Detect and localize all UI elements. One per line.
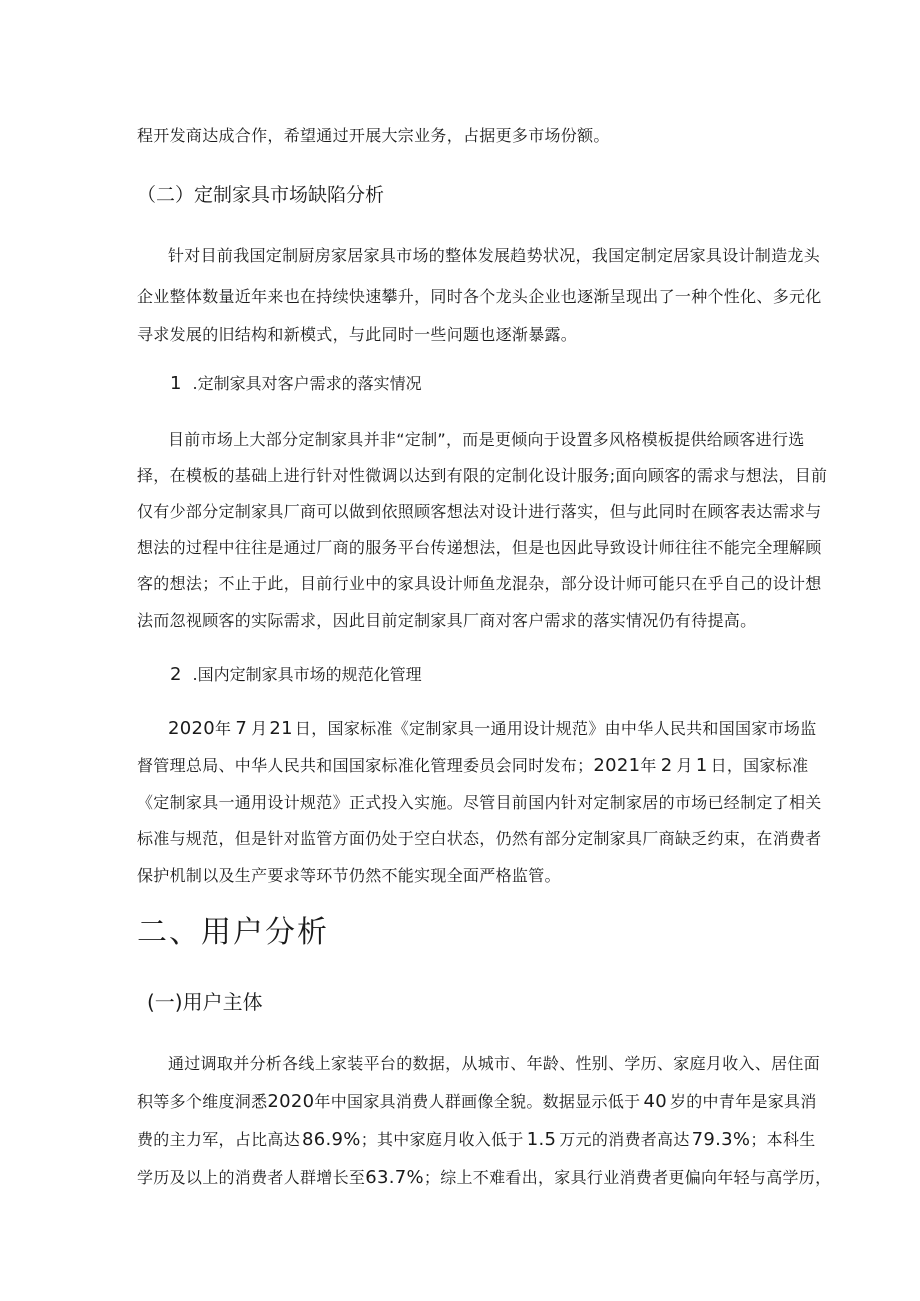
paragraph-line: 择，在模板的基础上进行针对性微调以达到有限的定制化设计服务;面向顾客的需求与想法，目前	[137, 466, 828, 485]
subsection-number: 1	[170, 373, 182, 394]
text-run: ；其中家庭月收入低于	[360, 1130, 524, 1149]
paragraph-line: 《定制家具一通用设计规范》正式投入实施。尽管目前国内针对定制家居的市场已经制定了相关	[137, 793, 822, 812]
text-run: 年	[640, 756, 657, 775]
text-run: ；本科生	[750, 1130, 816, 1149]
paragraph-line	[137, 1092, 817, 1112]
paragraph-line	[137, 1130, 816, 1150]
paragraph-line: 保护机制以及生产要求等环节仍然不能实现全面严格监管。	[137, 866, 561, 885]
paragraph-line: 通过调取并分析各线上家装平台的数据，从城市、年龄、性别、学历、家庭月收入、居住面	[168, 1054, 821, 1073]
paragraph-line: 标准与规范，但是针对监管方面仍处于空白状态，仍然有部分定制家具厂商缺乏约束，在消费者	[137, 829, 822, 848]
section-heading-user-subject: (一)用户主体	[147, 990, 263, 1014]
month-number: 2	[660, 755, 673, 776]
text-run: 费的主力军，占比高达	[137, 1130, 301, 1149]
month-number: 7	[235, 718, 248, 739]
text-run: 学历及以上的消费者人群增长至	[137, 1168, 366, 1187]
paragraph-line	[137, 756, 808, 776]
subsection-title: .定制家具对客户需求的落实情况	[192, 374, 422, 393]
text-run: ；综上不难看出，家具行业消费者更偏向年轻与高学历，	[423, 1168, 832, 1187]
day-number: 1	[695, 755, 708, 776]
paragraph-line: 针对目前我国定制厨房家居家具市场的整体发展趋势状况，我国定制定居家具设计制造龙头	[168, 246, 821, 265]
subsection-heading-1	[170, 374, 422, 394]
age-number: 40	[643, 1091, 667, 1112]
text-run: 积等多个维度洞悉	[137, 1092, 268, 1111]
paragraph-line	[168, 719, 817, 739]
paragraph-line: 法而忽视顾客的实际需求，因此目前定制家具厂商对客户需求的落实情况仍有待提高。	[137, 611, 757, 630]
subsection-heading-2	[170, 665, 422, 685]
text-run: 月	[676, 756, 693, 775]
text-run: 岁的中青年是家具消	[669, 1092, 817, 1111]
paragraph-line: 寻求发展的旧结构和新模式，与此同时一些问题也逐渐暴露。	[137, 325, 578, 344]
paragraph-line: 想法的过程中往往是通过厂商的服务平台传递想法，但是也因此导致设计师往往不能完全理解顾	[137, 538, 822, 557]
text-run: 日，国家标准《定制家具一通用设计规范》由中华人民共和国国家市场监	[294, 719, 817, 738]
text-run: 万元的消费者高达	[559, 1130, 690, 1149]
paragraph-line: 程开发商达成合作，希望通过开展大宗业务，占据更多市场份额。	[137, 126, 610, 145]
subsection-number: 2	[170, 664, 182, 685]
year-number: 2020	[168, 718, 216, 739]
income-value: 1.5	[526, 1129, 557, 1150]
year-number: 2020	[267, 1091, 315, 1112]
paragraph-line	[137, 1168, 831, 1188]
paragraph-line: 仅有少部分定制家具厂商可以做到依照顾客想法对设计进行落实，但与此同时在顾客表达需求与	[137, 502, 822, 521]
text-run: 年	[215, 719, 232, 738]
year-number: 2021	[593, 755, 641, 776]
percentage-value: 79.3%	[691, 1129, 751, 1150]
percentage-value: 86.9%	[302, 1129, 361, 1150]
text-run: 年中国家具消费人群画像全貌。数据显示低于	[314, 1092, 641, 1111]
day-number: 21	[269, 718, 293, 739]
percentage-value: 63.7%	[365, 1167, 424, 1188]
text-run: 督管理总局、中华人民共和国国家标准化管理委员会同时发布；	[137, 756, 594, 775]
paragraph-line: 目前市场上大部分定制家具并非“定制”，而是更倾向于设置多风格模板提供给顾客进行选	[168, 430, 805, 449]
section-heading-defects: （二）定制家具市场缺陷分析	[137, 184, 385, 206]
subsection-title: .国内定制家具市场的规范化管理	[192, 665, 422, 684]
text-run: 日，国家标准	[710, 756, 809, 775]
text-run: 月	[251, 719, 268, 738]
chapter-heading-user-analysis: 二、用户分析	[137, 915, 329, 950]
paragraph-line: 客的想法；不止于此，目前行业中的家具设计师鱼龙混杂，部分设计师可能只在乎自己的设计想	[137, 574, 822, 593]
paragraph-line: 企业整体数量近年来也在持续快速攀升，同时各个龙头企业也逐渐呈现出了一种个性化、多元化	[137, 287, 822, 306]
